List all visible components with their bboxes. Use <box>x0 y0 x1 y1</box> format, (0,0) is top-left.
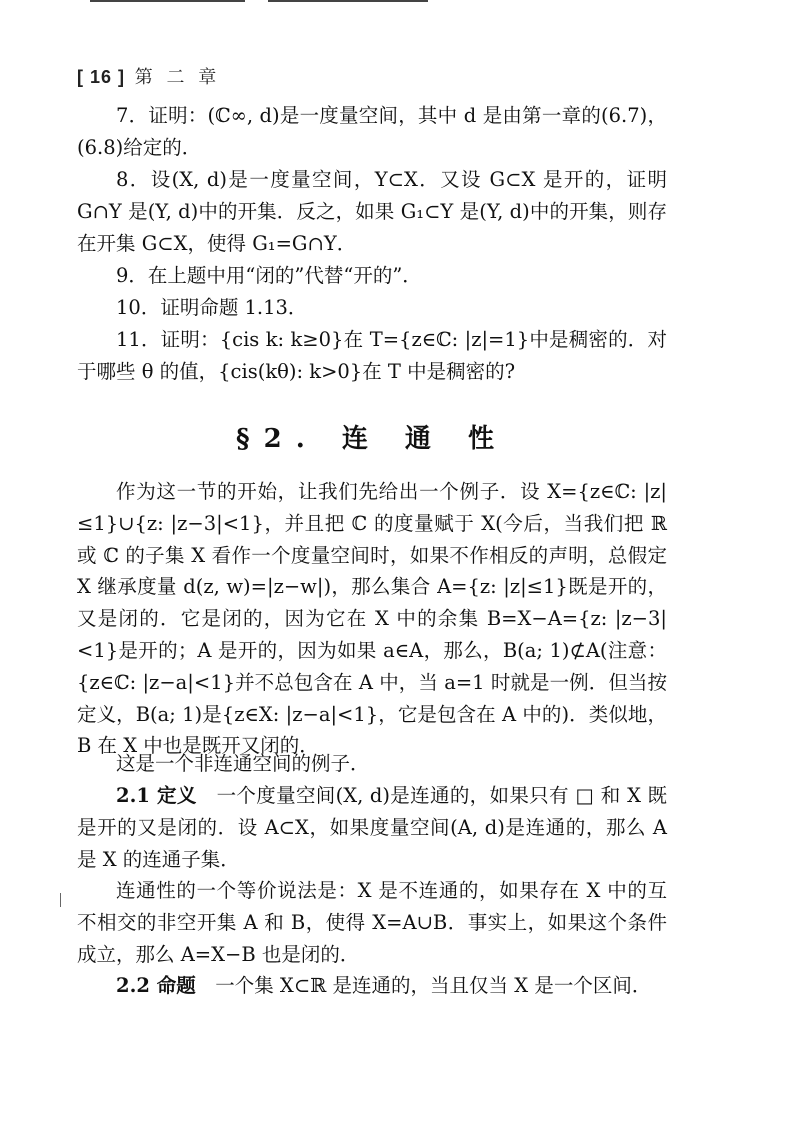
definition-text: 一个度量空间(X, d)是连通的，如果只有 □ 和 X 既是开的又是闭的．设 A⊂X，如果度量空间(A, d)是连通的，那么 A 是 X 的连通子集． <box>77 784 667 871</box>
proposition-text: 一个集 X⊂ℝ 是连通的，当且仅当 X 是一个区间． <box>215 974 652 997</box>
exercise-7: 7．证明：(ℂ∞, d)是一度量空间，其中 d 是由第一章的(6.7)，(6.8)给定的． <box>77 104 667 159</box>
section-title: §2. 连 通 性 <box>236 424 508 454</box>
page-number: [ 16 ] <box>77 67 126 87</box>
example-note: 这是一个非连通空间的例子． <box>116 752 370 775</box>
exercise-9: 9．在上题中用“闭的”代替“开的”． <box>116 264 422 287</box>
proposition-2-2 <box>77 970 667 1002</box>
definition-label: 2.1 定义 <box>116 784 197 807</box>
proposition-label: 2.2 命题 <box>116 974 196 997</box>
margin-mark <box>60 893 61 907</box>
top-rule-right <box>268 0 428 2</box>
exercise-8: 8．设(X, d)是一度量空间，Y⊂X．又设 G⊂X 是开的，证明 G∩Y 是(Y, d)中的开集．反之，如果 G₁⊂Y 是(Y, d)中的开集，则存在开集 G⊂X，使得 G₁=G∩Y． <box>77 168 667 255</box>
definition-2-1 <box>77 780 667 875</box>
top-rule-left <box>90 0 245 2</box>
running-head <box>77 63 220 89</box>
exercise-11: 11．证明：{cis k: k≥0}在 T={z∈ℂ: |z|=1}中是稠密的．对于哪些 θ 的值，{cis(kθ): k>0}在 T 中是稠密的? <box>77 328 667 383</box>
chapter-label: 第 二 章 <box>134 67 221 88</box>
exercise-10: 10．证明命题 1.13． <box>116 296 308 319</box>
equivalence-paragraph: 连通性的一个等价说法是：X 是不连通的，如果存在 X 中的互不相交的非空开集 A 和 B，使得 X=A∪B．事实上，如果这个条件成立，那么 A=X−B 也是闭的． <box>77 879 667 966</box>
intro-paragraph: 作为这一节的开始，让我们先给出一个例子．设 X={z∈ℂ: |z|≤1}∪{z: |z−3|<1}，并且把 ℂ 的度量赋于 X(今后，当我们把 ℝ 或 ℂ 的子集 X 看作一个度量空间时，如果不作相反的声明，总假定 X 继承度量 d(z, w)=|z−w|)，那么集合 A={z: |z|≤1}既是开的，又是闭的．它是闭的，因为它在 X 中的余集 B=X−A={z: |z−3|<1}是开的；A 是开的，因为如果 a∈A，那么，B(a; 1)⊄A(注意：{z∈ℂ: |z−a|<1}并不总包含在 A 中，当 a=1 时就是一例．但当按定义，B(a; 1)是{z∈X: |z−a|<1}，它是包含在 A 中的)．类似地，B 在 X 中也是既开又闭的． <box>77 480 667 758</box>
